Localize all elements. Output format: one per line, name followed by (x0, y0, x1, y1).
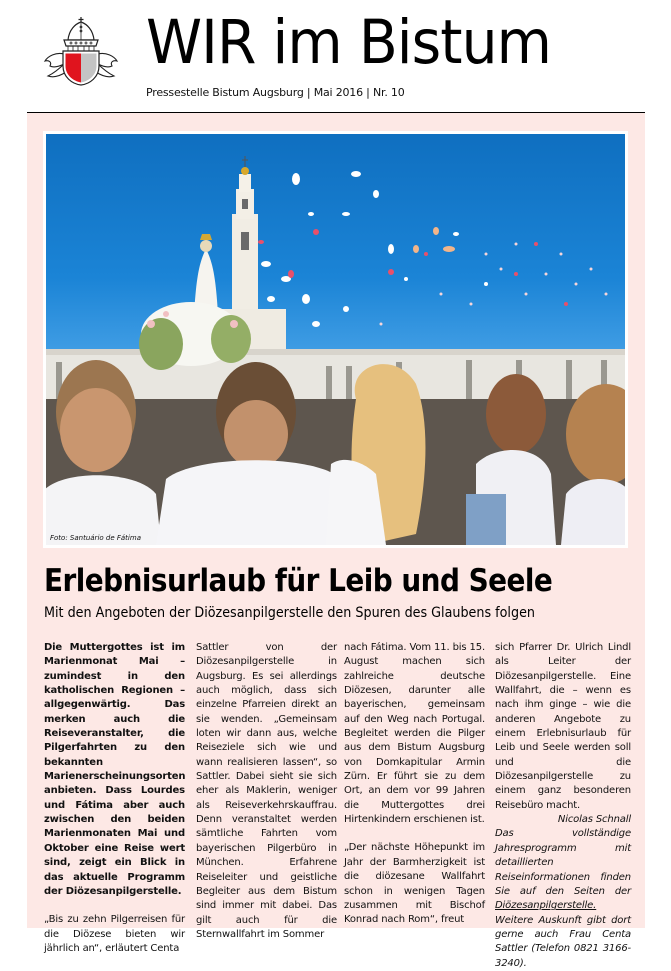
info-text-before: Das vollständige Jahresprogramm mit detaillierten Reiseinformationen finden Sie auf den Seiten der (495, 828, 631, 897)
pilgrimage-office-link[interactable]: Diözesanpilgerstelle. (495, 900, 597, 912)
article-column-3 (344, 641, 485, 928)
article-column-1 (44, 641, 185, 956)
article-column-2 (196, 641, 337, 942)
article-headline: Erlebnisurlaub für Leib und Seele (44, 563, 553, 599)
article-paragraph: Sattler von der Diözesanpilgerstelle in Augsburg. Es sei allerdings auch möglich, dass sich einzelne Pfarreien direkt an sie wenden. „Gemeinsam loten wir dann aus, welche Reiseziele sich wie und wann realisieren lassen“, so Sattler. Dabei sieht sie sich eher als Maklerin, weniger als Reiseverkehrskauffrau. Denn veranstaltet werden sämtliche Fahrten vom bayerischen Pilgerbüro in München. Erfahrene Reiseleiter und geistliche Begleiter aus dem Bistum sind immer mit dabei. Das gilt auch für die Sternwallfahrt im Sommer (196, 642, 337, 940)
article-photo (46, 134, 625, 545)
info-paragraph (495, 827, 631, 970)
article-subheadline: Mit den Angeboten der Diözesanpilgerstelle den Spuren des Glaubens folgen (44, 605, 535, 621)
diocese-coat-of-arms-icon (42, 14, 120, 86)
article-paragraph: nach Fátima. Vom 11. bis 15. August machen sich zahlreiche deutsche Diözesen, darunter alle bayerischen, gemeinsam auf den Weg nach Portugal. Begleitet werden die Pilger aus dem Bistum Augsburg von Domkapitular Armin Zürn. Er führt sie zu dem Ort, an dem vor 99 Jahren die Muttergottes drei Hirtenkindern erschienen ist. (344, 642, 485, 826)
article-photo-frame (43, 131, 628, 548)
masthead-subtitle: Pressestelle Bistum Augsburg | Mai 2016 | Nr. 10 (146, 86, 405, 99)
article-paragraph: „Bis zu zehn Pilgerreisen für die Diözese bieten wir jährlich an“, erläutert Centa (44, 914, 185, 954)
photo-credit: Foto: Santuário de Fátima (50, 534, 141, 542)
article-lead-paragraph: Die Muttergottes ist im Marienmonat Mai – zumindest in den katholischen Regionen – allgegenwärtig. Das merken auch die Reiseveranstalter, die Pilgerfahrten zu den bekannten Marienerscheinungsorten anbieten. Dass Lourdes und Fátima aber auch zwischen den beiden Marienmonaten Mai und Oktober eine Reise wert sind, zeigt ein Blick in das aktuelle Programm der Diözesanpilgerstelle. (44, 642, 186, 897)
article-column-4 (495, 641, 631, 971)
author-byline: Nicolas Schnall (557, 814, 631, 826)
article-paragraph-text: sich Pfarrer Dr. Ulrich Lindl als Leiter der Diözesanpilgerstelle. Eine Wallfahrt, die – wenn es nach ihm ginge – wie die anderen Angebote zu einem Erlebnisurlaub für Leib und Seele werden soll und die Diözesanpilgerstelle zu einem ganz besonderen Reisebüro macht. (495, 642, 631, 811)
info-text-after: Weitere Auskunft gibt dort gerne auch Frau Centa Sattler (Telefon 0821 3166-3240). (495, 914, 631, 969)
article-paragraph (495, 641, 631, 826)
article-paragraph: „Der nächste Höhepunkt im Jahr der Barmherzigkeit ist die diözesane Wallfahrt schon in wenigen Tagen zusammen mit Bischof Konrad nach Rom“, freut (344, 842, 485, 926)
masthead-title: WIR im Bistum (146, 7, 551, 78)
